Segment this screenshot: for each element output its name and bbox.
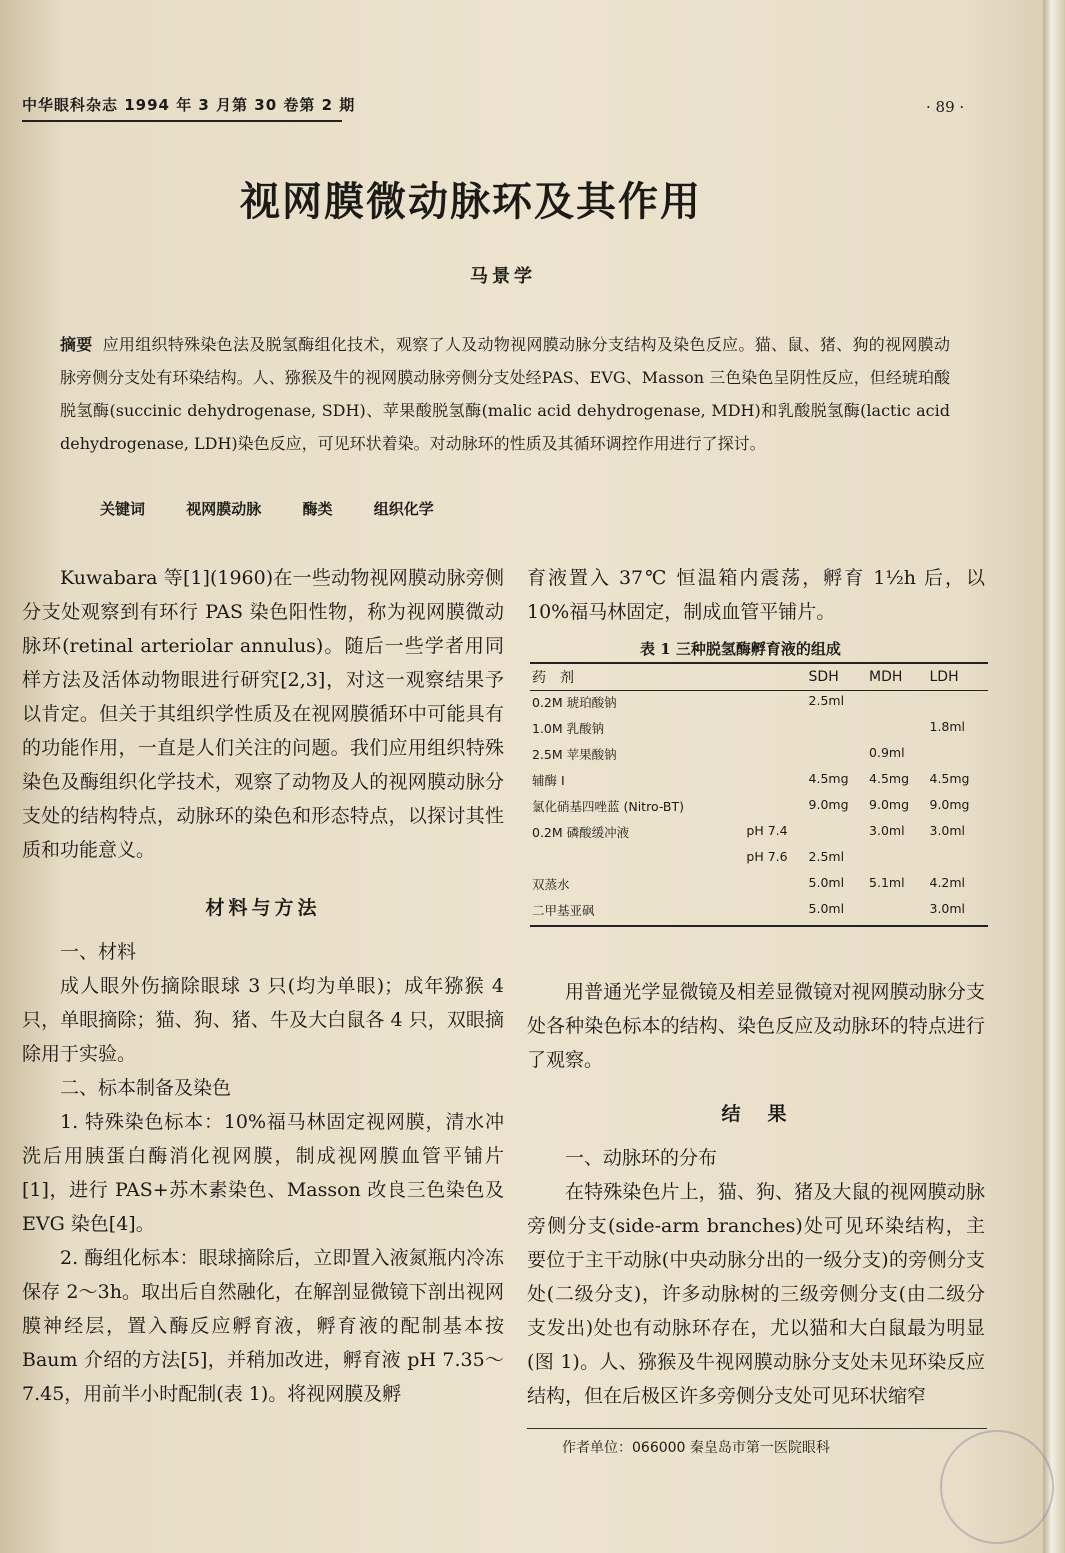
section-title-methods: 材料与方法 [205,897,321,919]
right-column-top [527,561,985,629]
table-cell: pH 7.6 [746,849,788,864]
table-cell [807,717,867,743]
table-cell [744,899,806,926]
table-title: 表 1 三种脱氢酶孵育液的组成 [640,640,841,658]
table-cell: 0.2M 琥珀酸钠 [532,695,617,710]
table-row [530,769,988,795]
table-cell: 1.8ml [929,719,966,734]
table-cell: 5.1ml [869,875,905,890]
table-header-cell [744,663,806,691]
table-cell [867,847,927,873]
keyword-item: 视网膜动脉 [186,500,262,518]
subheading-staining: 二、标本制备及染色 [60,1077,232,1099]
table-cell [867,899,927,926]
table-cell [807,743,867,769]
table-header-cell: SDH [808,669,839,685]
table-header-cell: LDH [929,669,959,685]
table-row [530,691,988,718]
footnote-rule [527,1428,987,1429]
stain-paragraph-1: 1. 特殊染色标本：10%福马林固定视网膜，清水冲洗后用胰蛋白酶消化视网膜，制成视网膜血管平铺片[1]，进行 PAS+苏木素染色、Masson 改良三色染色及 EVG 染色[4]。 [22,1111,504,1235]
table-cell: 5.0ml [808,875,845,890]
results-paragraph: 在特殊染色片上，猫、狗、猪及大鼠的视网膜动脉旁侧分支(side-arm branches)处可见环染结构，主要位于主干动脉(中央动脉分出的一级分支)的旁侧分支处(二级分支)，许多动脉树的三级旁侧分支(由二级分支发出)处也有动脉环存在，尤以猫和大白鼠最为明显(图 1)。人、猕猴及牛视网膜动脉分支处未见环染反应结构，但在后极区许多旁侧分支处可见环状缩窄 [527,1181,985,1407]
table-row [530,795,988,821]
table-cell: 3.0ml [929,901,966,916]
right-column-bottom [527,975,985,1413]
table-cell: 4.5mg [869,771,910,786]
table-cell: 2.5M 苹果酸钠 [532,747,617,762]
table-cell: 9.0mg [869,797,910,812]
table-cell [530,847,744,873]
table-cell [744,795,806,821]
table-cell: 4.2ml [929,875,966,890]
table-cell: 二甲基亚砜 [532,903,595,918]
table-cell [744,743,806,769]
author-affiliation: 作者单位：066000 秦皇岛市第一医院眼科 [562,1440,830,1456]
table-row [530,847,988,873]
table-cell: 4.5mg [808,771,849,786]
table-header-row [530,663,988,691]
table-cell: 双蒸水 [532,877,570,892]
page-number: · 89 · [926,98,965,116]
keyword-item: 组织化学 [373,500,434,518]
keyword-item: 酶类 [302,500,333,518]
table-row [530,821,988,847]
abstract-label: 摘要 [60,335,93,354]
table-cell: 3.0ml [869,823,905,838]
subheading-distribution: 一、动脉环的分布 [565,1147,718,1169]
table-row [530,899,988,926]
table-cell [744,769,806,795]
materials-paragraph: 成人眼外伤摘除眼球 3 只(均为单眼)；成年猕猴 4 只，单眼摘除；猫、狗、猪、牛及大白鼠各 4 只，双眼摘除用于实验。 [22,975,504,1065]
author: 马景学 [470,266,536,287]
table-cell: 1.0M 乳酸钠 [532,721,605,736]
intro-paragraph: Kuwabara 等[1](1960)在一些动物视网膜动脉旁侧分支处观察到有环行 PAS 染色阳性物，称为视网膜微动脉环(retinal arteriolar annulus)。随后一些学者用同样方法及活体动物眼进行研究[2,3]，对这一观察结果予以肯定。但关于其组织学性质及在视网膜循环中可能具有的功能作用，一直是人们关注的问题。我们应用组织特殊染色及酶组织化学技术，观察了动物及人的视网膜动脉分支处的结构特点，动脉环的染色和形态特点，以探讨其性质和功能意义。 [22,567,504,861]
article-title: 视网膜微动脉环及其作用 [240,179,702,225]
section-title-results: 结 果 [721,1103,791,1125]
table-cell: 0.2M 磷酸缓冲液 [532,825,630,840]
continuation-paragraph: 育液置入 37℃ 恒温箱内震荡，孵育 1½h 后，以 10%福马林固定，制成血管平铺片。 [527,567,985,623]
table-cell: 辅酶 I [532,773,565,788]
table-cell: 3.0ml [929,823,966,838]
museum-stamp-icon [940,1430,1054,1544]
observe-paragraph: 用普通光学显微镜及相差显微镜对视网膜动脉分支处各种染色标本的结构、染色反应及动脉环的特点进行了观察。 [527,981,985,1071]
journal-header: 中华眼科杂志 1994 年 3 月第 30 卷第 2 期 [22,96,356,114]
table-cell [807,821,867,847]
header-rule [22,120,342,122]
table-cell: 5.0ml [808,901,845,916]
abstract [60,328,950,460]
table-cell [744,873,806,899]
table-cell [867,691,927,718]
table-cell: 4.5mg [929,771,970,786]
table-cell [928,691,989,718]
table-cell: 0.9ml [869,745,905,760]
table-cell [744,691,806,718]
book-spine-edge [1043,0,1065,1553]
keywords-label: 关键词 [100,500,146,518]
table-1 [530,662,988,927]
table-row [530,717,988,743]
table-cell: 氯化硝基四唑蓝 (Nitro-BT) [532,799,684,814]
table-cell [928,743,989,769]
left-column [22,561,504,1411]
table-cell [744,717,806,743]
table-header-cell: MDH [869,669,903,685]
keywords [100,498,470,519]
table-cell: pH 7.4 [746,823,788,838]
table-row [530,873,988,899]
table-cell: 2.5ml [808,849,845,864]
table-cell: 9.0mg [929,797,970,812]
table-cell: 9.0mg [808,797,849,812]
table-body [530,691,988,927]
stain-paragraph-2: 2. 酶组化标本：眼球摘除后，立即置入液氮瓶内冷冻保存 2～3h。取出后自然融化，在解剖显微镜下剖出视网膜神经层，置入酶反应孵育液，孵育液的配制基本按 Baum 介绍的方法[5]，并稍加改进，孵育液 pH 7.35～7.45，用前半小时配制(表 1)。将视网膜及孵 [22,1247,504,1405]
table-header-cell: 药 剂 [532,670,574,686]
abstract-text: 应用组织特殊染色法及脱氢酶组化技术，观察了人及动物视网膜动脉分支结构及染色反应。猫、鼠、猪、狗的视网膜动脉旁侧分支处有环染结构。人、猕猴及牛的视网膜动脉旁侧分支处经PAS、EVG、Masson 三色染色呈阴性反应，但经琥珀酸脱氢酶(succinic dehydrogenase, SDH)、苹果酸脱氢酶(malic acid dehydrogenase, MDH)和乳酸脱氢酶(lactic acid dehydrogenase, LDH)染色反应，可见环状着染。对动脉环的性质及其循环调控作用进行了探讨。 [60,335,950,453]
table-cell [928,847,989,873]
table-row [530,743,988,769]
subheading-materials: 一、材料 [60,941,137,963]
table-cell [867,717,927,743]
table-cell: 2.5ml [808,693,845,708]
